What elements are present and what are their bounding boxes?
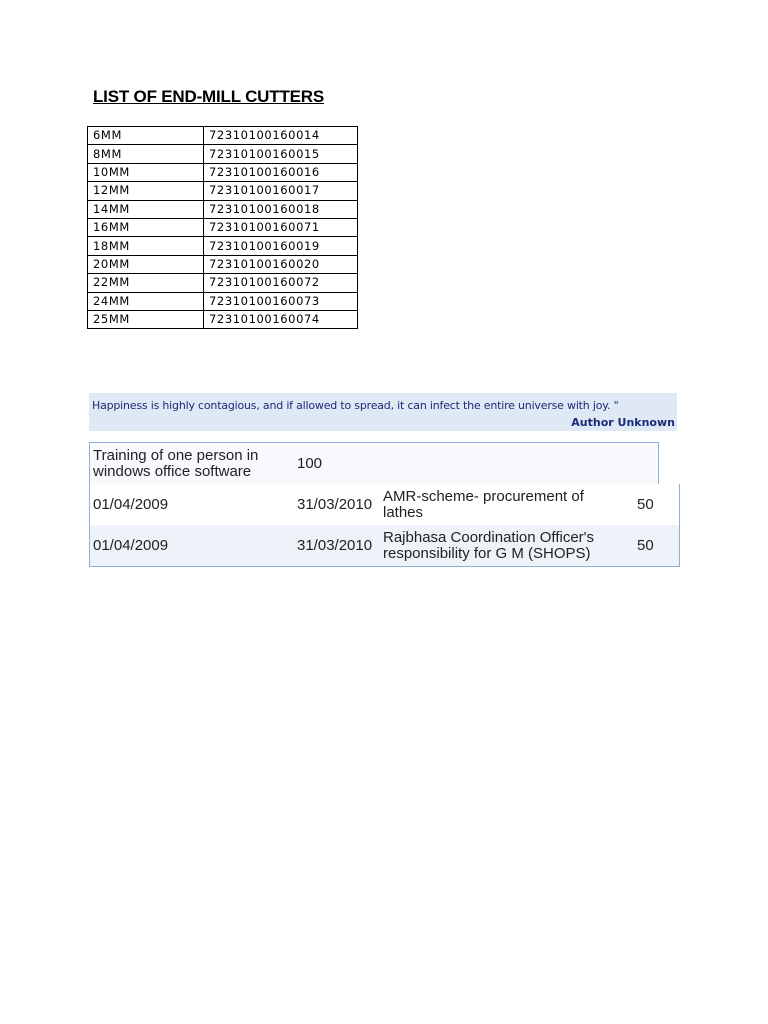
code-cell: 72310100160071	[204, 218, 358, 236]
size-cell: 6MM	[88, 127, 204, 145]
size-cell: 24MM	[88, 292, 204, 310]
table-row	[88, 310, 358, 328]
code-cell: 72310100160072	[204, 274, 358, 292]
code-cell: 72310100160073	[204, 292, 358, 310]
code-cell: 72310100160015	[204, 145, 358, 163]
table-row	[88, 163, 358, 181]
size-cell: 16MM	[88, 218, 204, 236]
table-row	[88, 274, 358, 292]
code-cell: 72310100160074	[204, 310, 358, 328]
quote-author: Author Unknown	[571, 416, 675, 429]
cutter-table	[87, 126, 358, 329]
description-cell: Rajbhasa Coordination Officer's responsibility for G M (SHOPS)	[383, 528, 595, 562]
size-cell: 12MM	[88, 182, 204, 200]
value-cell: 100	[297, 455, 323, 472]
table-row	[88, 237, 358, 255]
page-title: LIST OF END-MILL CUTTERS	[93, 87, 324, 106]
value-cell: 50	[637, 495, 654, 513]
table-row	[88, 255, 358, 273]
size-cell: 10MM	[88, 163, 204, 181]
size-cell: 25MM	[88, 310, 204, 328]
table-row	[90, 525, 679, 566]
size-cell: 14MM	[88, 200, 204, 218]
start-date-cell: 01/04/2009	[93, 536, 169, 554]
table-row	[88, 127, 358, 145]
table-row	[88, 145, 358, 163]
size-cell: 20MM	[88, 255, 204, 273]
records-block	[89, 484, 680, 567]
description-cell: Training of one person in windows office software	[93, 447, 259, 480]
table-row	[88, 292, 358, 310]
code-cell: 72310100160019	[204, 237, 358, 255]
table-row	[88, 182, 358, 200]
end-date-cell: 31/03/2010	[297, 536, 373, 554]
quote-text: Happiness is highly contagious, and if allowed to spread, it can infect the entire universe with joy. "	[92, 399, 619, 412]
table-row	[90, 484, 679, 525]
table-row	[89, 442, 659, 486]
code-cell: 72310100160016	[204, 163, 358, 181]
size-cell: 18MM	[88, 237, 204, 255]
end-date-cell: 31/03/2010	[297, 495, 373, 513]
code-cell: 72310100160018	[204, 200, 358, 218]
size-cell: 8MM	[88, 145, 204, 163]
start-date-cell: 01/04/2009	[93, 495, 169, 513]
size-cell: 22MM	[88, 274, 204, 292]
code-cell: 72310100160014	[204, 127, 358, 145]
table-row	[88, 218, 358, 236]
quote-box	[89, 393, 677, 431]
table-row	[88, 200, 358, 218]
code-cell: 72310100160017	[204, 182, 358, 200]
code-cell: 72310100160020	[204, 255, 358, 273]
description-cell: AMR-scheme- procurement of lathes	[383, 487, 584, 521]
value-cell: 50	[637, 536, 654, 554]
